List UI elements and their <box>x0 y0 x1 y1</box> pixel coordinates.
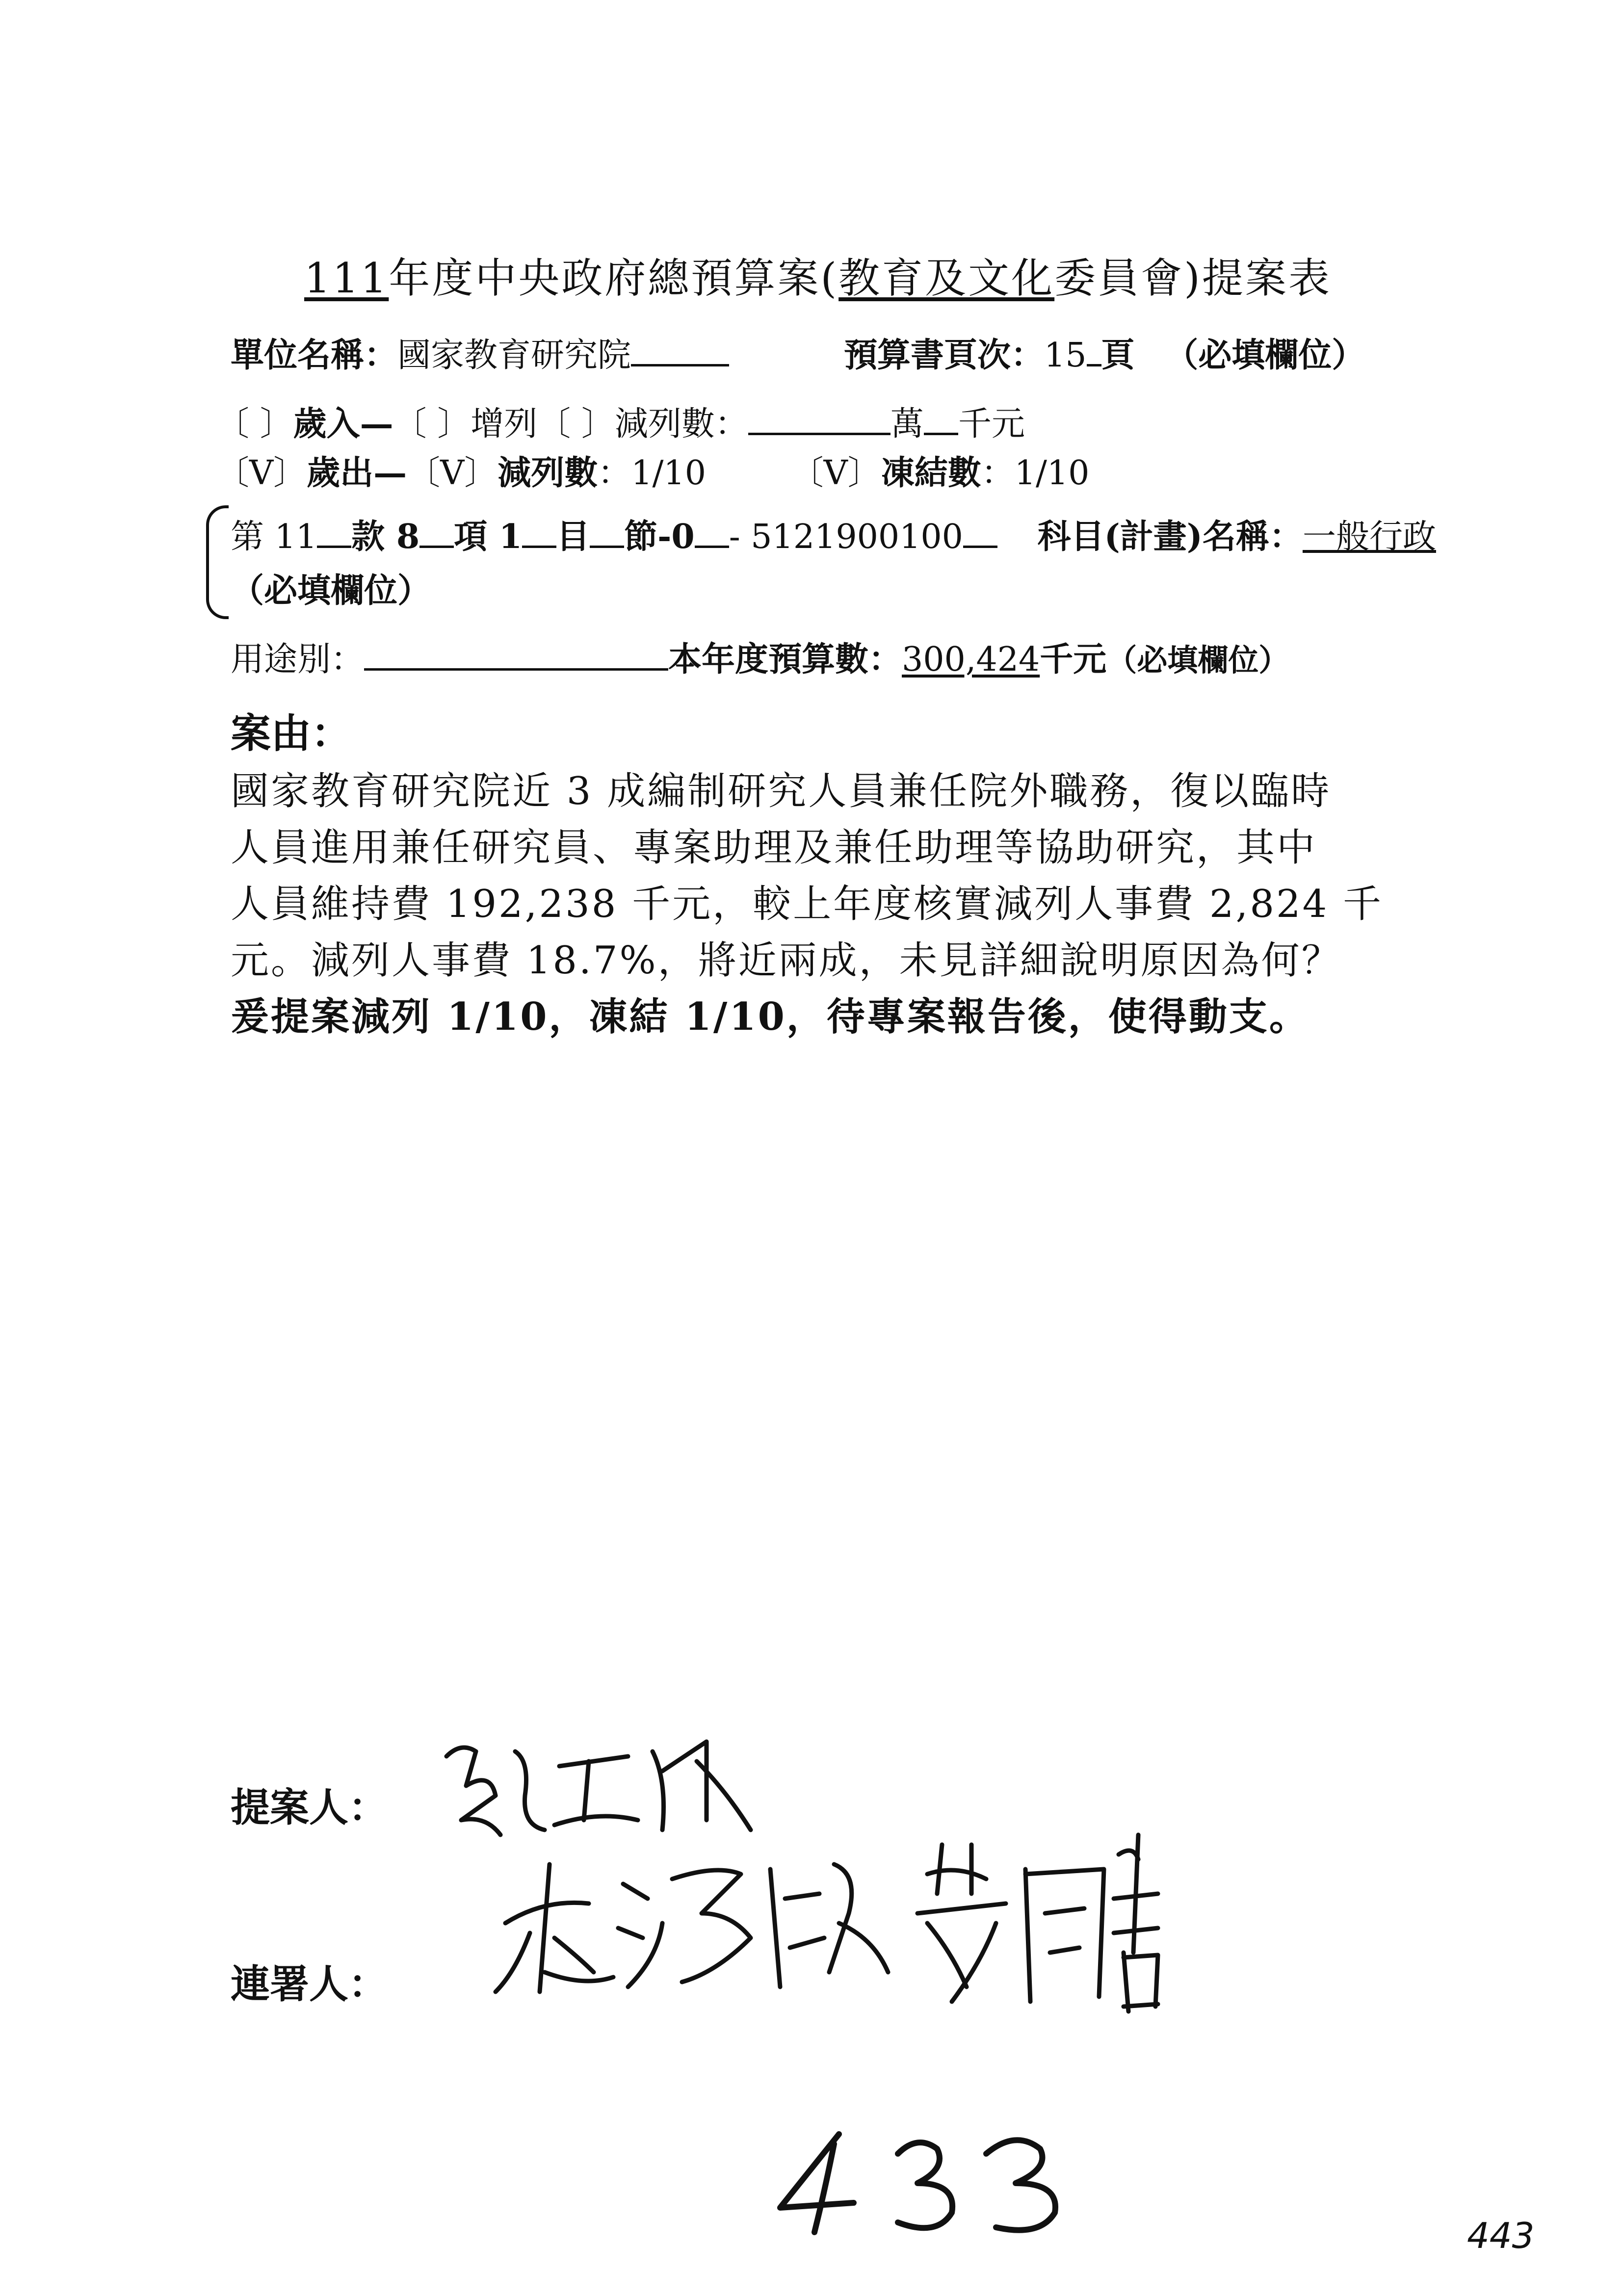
unit-value: 國家教育研究院 <box>397 336 631 375</box>
reason-line-2: 人員進用兼任研究員、專案助理及兼任助理等協助研究，其中 <box>231 826 1317 870</box>
expense-label: 歲出— <box>307 453 407 493</box>
revenue-row <box>216 397 1025 445</box>
blank-2 <box>419 517 454 548</box>
required-note-budget: （必填欄位） <box>1106 642 1289 678</box>
document-title <box>304 245 1332 305</box>
title-committee: 教育及文化 <box>838 254 1055 302</box>
cosigner-label: 連署人： <box>231 1961 388 2007</box>
reason-line-5: 爰提案減列 1/10，凍結 1/10，待專案報告後，使得動支。 <box>231 994 1310 1039</box>
cut-value: ：1/10 <box>598 454 706 493</box>
item-row <box>231 510 1436 558</box>
page-underline <box>1087 336 1101 366</box>
cut-box: 〔V〕 <box>407 454 498 493</box>
expense-row <box>216 446 1089 494</box>
increase-box: 〔 〕 <box>393 405 471 444</box>
blank-3 <box>522 517 556 548</box>
increase-label: 增列 <box>471 405 538 444</box>
item-mu: 目 <box>556 517 590 556</box>
proposer-label: 提案人： <box>231 1784 388 1830</box>
reason-line-1: 國家教育研究院近 3 成編制研究人員兼任院外職務，復以臨時 <box>231 769 1332 813</box>
wan-blank <box>924 404 958 435</box>
required-note-item: （必填欄位） <box>231 571 431 610</box>
blank-1 <box>317 517 351 548</box>
reason-heading: 案由： <box>231 710 352 757</box>
revenue-label: 歲入— <box>293 404 393 444</box>
unit-underline <box>631 336 729 366</box>
page-unit: 頁 <box>1101 336 1135 375</box>
cosigner-signatures <box>486 1825 1163 2031</box>
item-bracket <box>206 505 229 619</box>
decrease-box: 〔 〕 <box>537 405 615 444</box>
title-part2: 委員會)提案表 <box>1054 254 1332 302</box>
decrease-amount-blank <box>748 404 891 435</box>
expense-box: 〔V〕 <box>216 454 307 493</box>
blank-5 <box>695 517 729 548</box>
item-code: - 5121900100 <box>729 518 963 556</box>
purpose-label: 用途別： <box>231 640 365 679</box>
cut-label: 減列數 <box>498 453 598 493</box>
decrease-label: 減列數： <box>614 405 748 444</box>
unit-row <box>231 329 729 376</box>
item-kuan: 款 8 <box>351 517 420 556</box>
item-name-label: 科目(計畫)名稱： <box>1037 517 1303 556</box>
unit-thousand: 千元 <box>958 405 1025 444</box>
page-label: 預算書頁次： <box>844 336 1045 375</box>
unit-label: 單位名稱： <box>231 336 398 375</box>
freeze-label: 凍結數 <box>881 453 981 493</box>
item-name-value: 一般行政 <box>1302 518 1436 556</box>
required-note-header: （必填欄位） <box>1165 336 1365 375</box>
page-row <box>844 329 1365 376</box>
item-jie: 節-0 <box>624 517 695 556</box>
page-value: 15 <box>1044 336 1087 375</box>
title-year: 111 <box>304 254 389 302</box>
handwritten-number <box>770 2124 1074 2242</box>
item-xiang: 項 1 <box>454 517 523 556</box>
handwritten-number-text: 433 <box>770 2124 771 2125</box>
reason-line-3: 人員維持費 192,238 千元，較上年度核實減列人事費 2,824 千 <box>231 882 1384 926</box>
title-part1: 年度中央政府總預算案( <box>389 254 839 302</box>
freeze-value: ：1/10 <box>981 454 1090 493</box>
purpose-blank <box>364 640 668 671</box>
blank-6 <box>963 517 997 548</box>
budget-unit: 千元 <box>1040 640 1107 679</box>
purpose-row <box>231 633 1289 680</box>
page-number: 443 <box>1467 2215 1535 2256</box>
item-section: 第 11 <box>231 518 317 556</box>
unit-wan: 萬 <box>890 405 924 444</box>
reason-line-4: 元。減列人事費 18.7%，將近兩成，未見詳細說明原因為何？ <box>231 939 1342 983</box>
blank-4 <box>590 517 624 548</box>
freeze-box: 〔V〕 <box>790 454 881 493</box>
budget-value: 300,424 <box>902 640 1040 679</box>
budget-label: 本年度預算數： <box>668 640 902 679</box>
revenue-box: 〔 〕 <box>216 405 293 444</box>
